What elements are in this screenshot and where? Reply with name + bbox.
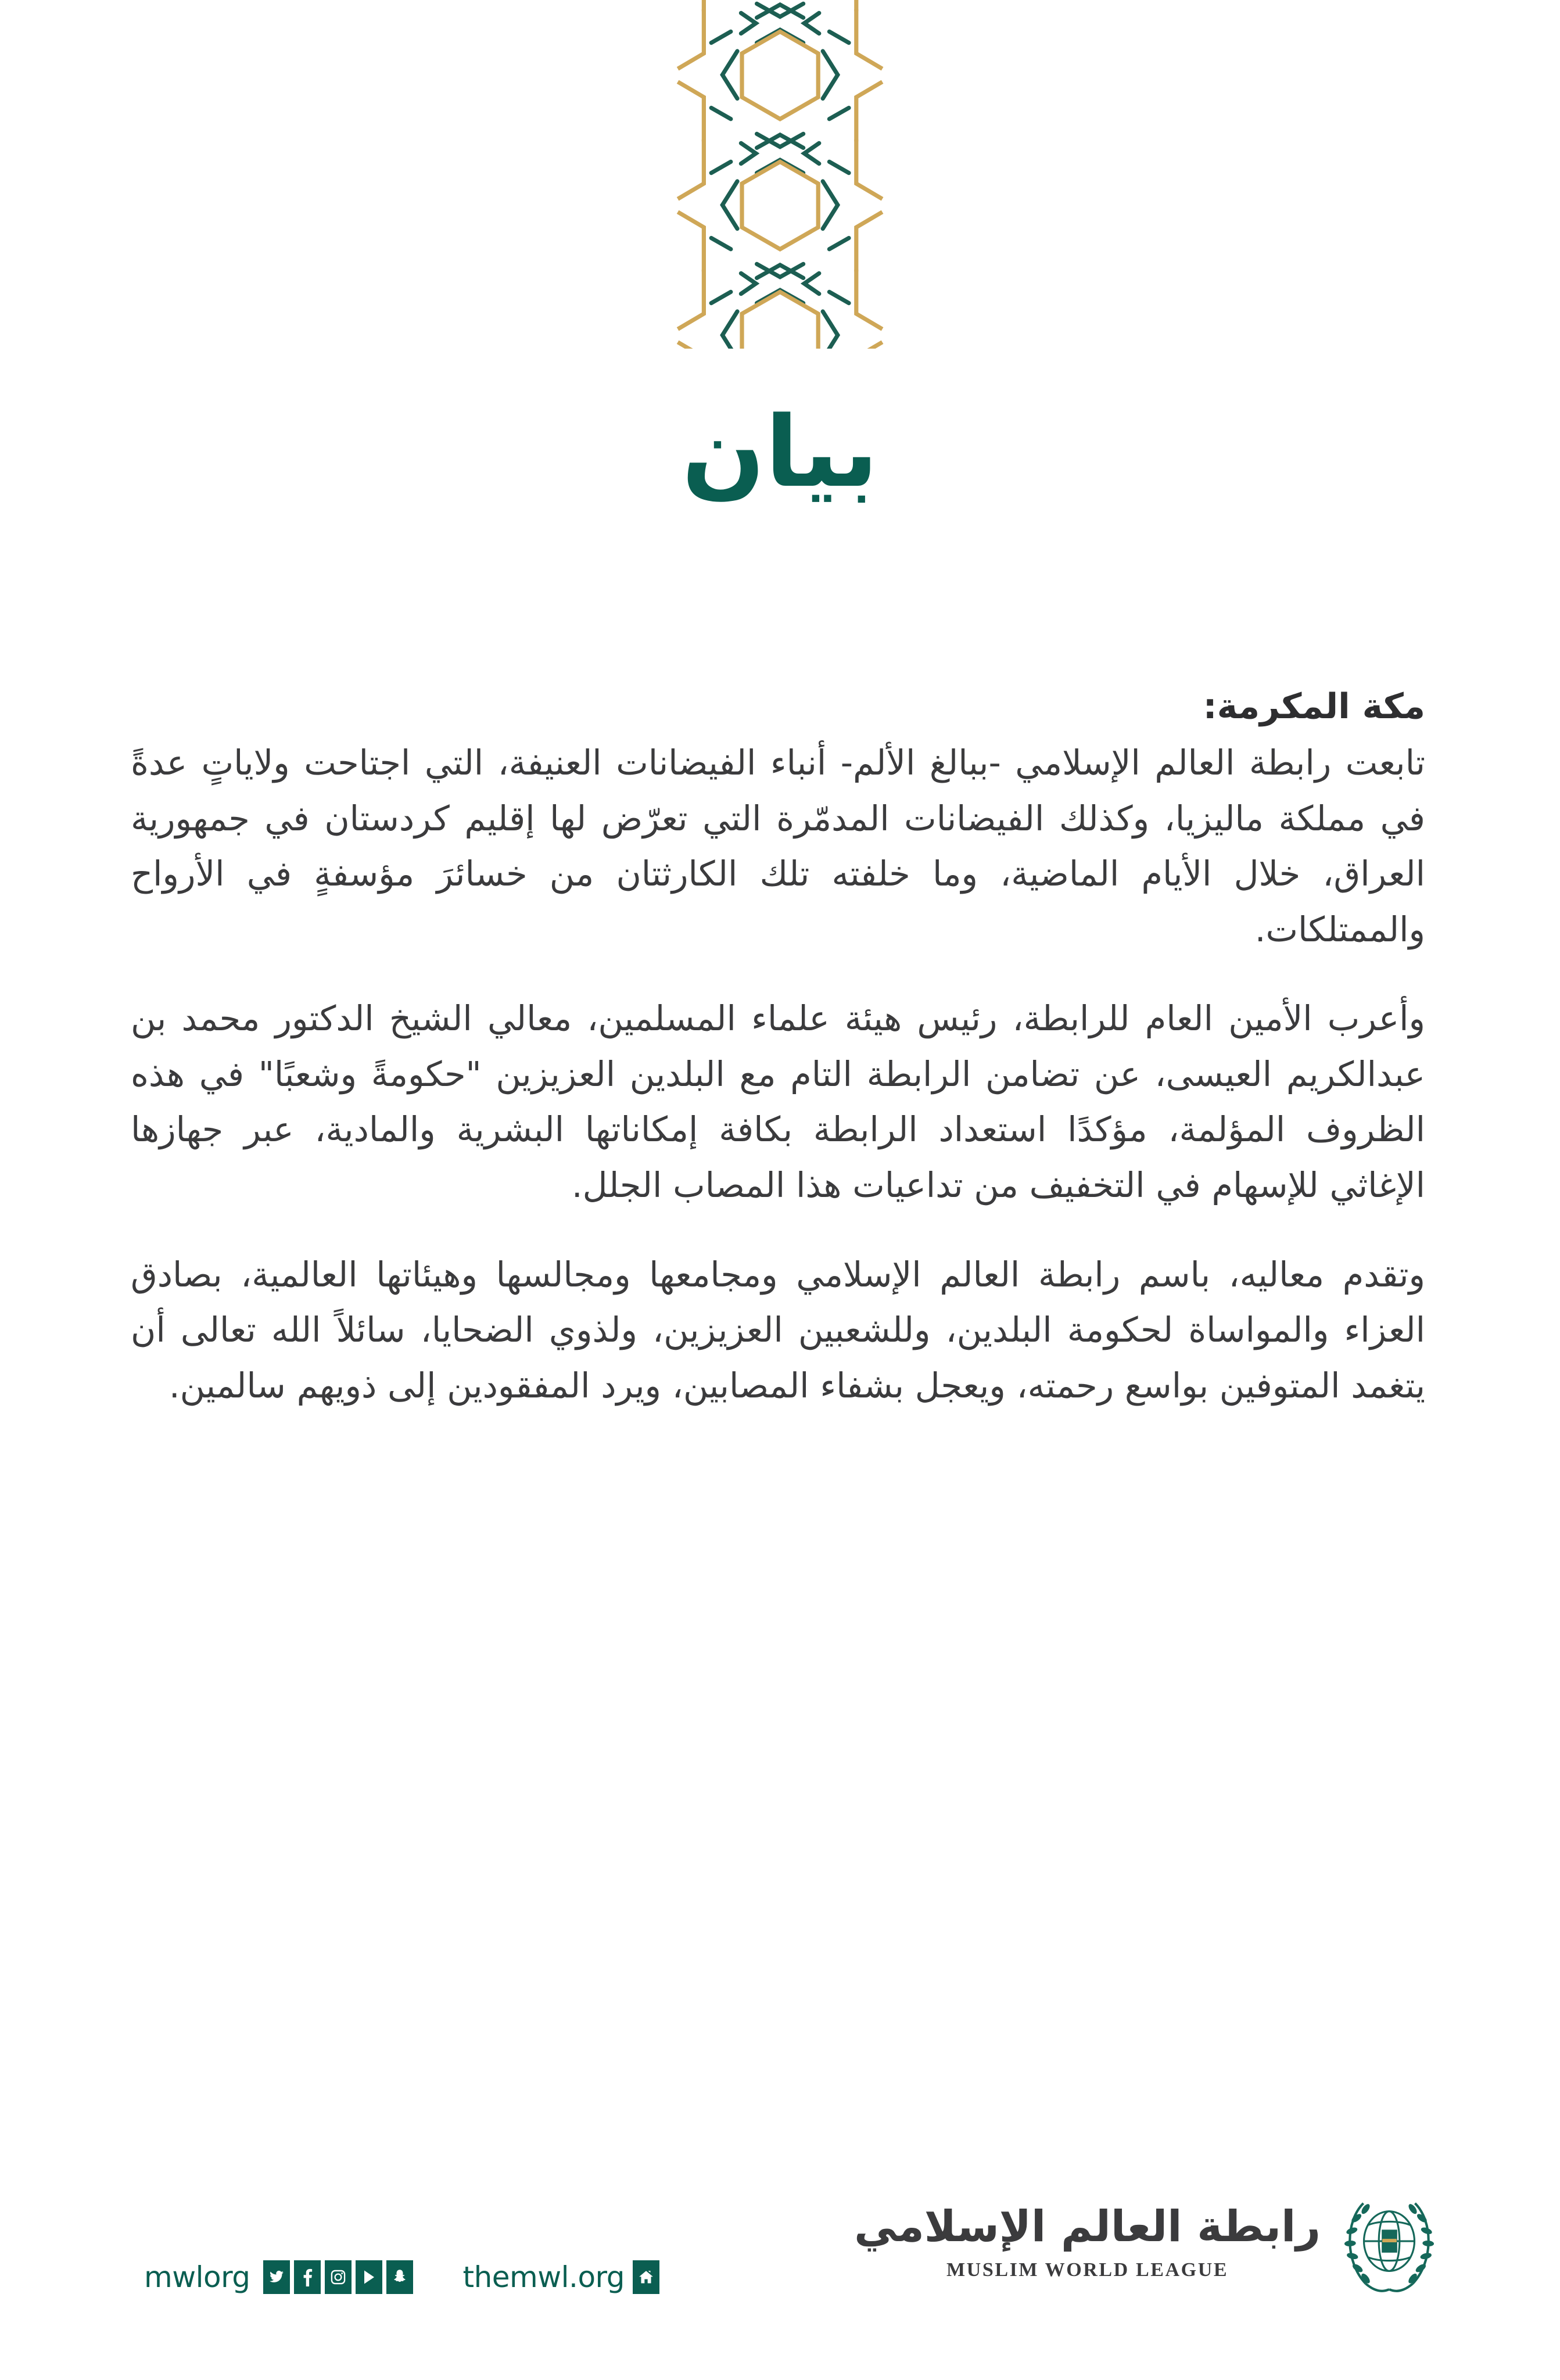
dateline: مكة المكرمة: (1203, 686, 1425, 727)
statement-paragraph: تابعت رابطة العالم الإسلامي -ببالغ الألم- أنباء الفيضانات العنيفة، التي اجتاحت ولاياتٍ عدةً في مملكة ماليزيا، وكذلك الفيضانات المدمّرة التي تعرّض لها إقليم كردستان في جمهورية العراق، خلال الأيام الماضية، وما خلفته تلك الكارثتان من خسائرَ مؤسفةٍ في الأرواح والممتلكات. (131, 743, 1425, 949)
social-handle: mwlorg (144, 2260, 250, 2294)
page-title: بيان (682, 395, 878, 509)
twitter-icon[interactable] (263, 2260, 290, 2294)
snapchat-icon[interactable] (386, 2260, 413, 2294)
website-url: themwl.org (462, 2260, 625, 2294)
page-footer (0, 2055, 1560, 2380)
statement-paragraph: وأعرب الأمين العام للرابطة، رئيس هيئة علماء المسلمين، معالي الشيخ الدكتور محمد بن عبدالكريم العيسى، عن تضامن الرابطة التام مع البلدين العزيزين "حكومةً وشعبًا" في هذه الظروف المؤلمة، مؤكدًا استعداد الرابطة بكافة إمكاناتها البشرية والمادية، عبر جهازها الإغاثي للإسهام في التخفيف من تداعيات هذا المصاب الجلل. (131, 998, 1425, 1206)
logo-text (854, 2202, 1321, 2281)
mwl-logo-lockup (854, 2188, 1438, 2297)
instagram-icon[interactable] (325, 2260, 352, 2294)
logo-arabic-name: رابطة العالم الإسلامي (854, 2202, 1321, 2252)
geometric-hexagon-pattern-icon (658, 0, 902, 349)
globe-laurel-wreath-emblem-icon (1340, 2188, 1438, 2297)
youtube-icon[interactable] (356, 2260, 382, 2294)
website-group (463, 2260, 659, 2294)
facebook-icon[interactable] (294, 2260, 321, 2294)
social-icon-row (263, 2260, 413, 2294)
statement-body (131, 680, 1425, 1413)
logo-english-name: MUSLIM WORLD LEAGUE (946, 2259, 1229, 2281)
footer-social-bar (144, 2260, 659, 2294)
home-icon[interactable] (633, 2260, 659, 2294)
header-ornament (658, 0, 902, 349)
statement-paragraph: وتقدم معاليه، باسم رابطة العالم الإسلامي ومجامعها ومجالسها وهيئاتها العالمية، بصادق العزاء والمواساة لحكومة البلدين، وللشعبين العزيزين، ولذوي الضحايا، سائلاً الله تعالى أن يتغمد المتوفين بواسع رحمته، ويعجل بشفاء المصابين، ويرد المفقودين إلى ذويهم سالمين. (131, 1254, 1425, 1406)
